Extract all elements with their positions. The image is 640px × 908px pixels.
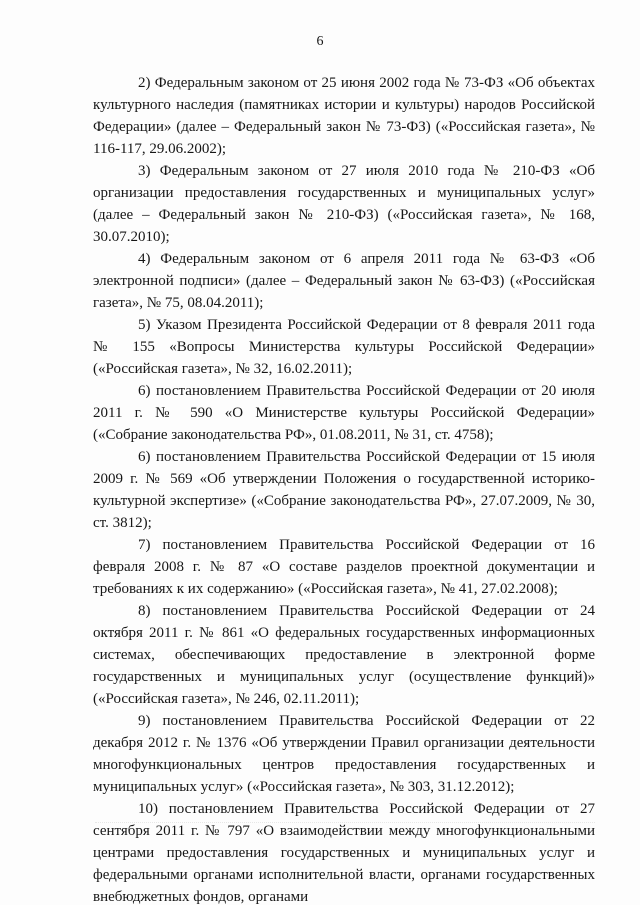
legal-basis-list (93, 72, 595, 908)
list-item-8-resolution-861: 8) постановлением Правительства Российской Федерации от 24 октября 2011 г. № 861 «О федеральных государственных информационных системах, обеспечивающих предоставление в электронной форме государственных и муниципальных услуг (осуществление функций)» («Российская газета», № 246, 02.11.2011); (93, 603, 595, 707)
list-item-9-resolution-1376: 9) постановлением Правительства Российской Федерации от 22 декабря 2012 г. № 1376 «Об утверждении Правил организации деятельности многофункциональных центров предоставления государственных и муниципальных услуг» («Российская газета», № 303, 31.12.2012); (93, 713, 595, 795)
list-item-2-federal-law-73: 2) Федеральным законом от 25 июня 2002 года № 73-ФЗ «Об объектах культурного наследия (памятниках истории и культуры) народов Российской Федерации» (далее – Федеральный закон № 73-ФЗ) («Российская газета», № 116-117, 29.06.2002); (93, 75, 595, 157)
list-item-10-resolution-797: 10) постановлением Правительства Российской Федерации от 27 сентября 2011 г. № 797 «О взаимодействии между многофункциональными центрами предоставления государственных и муниципальных услуг и федеральными органами исполнительной власти, органами государственных внебюджетных фондов, органами (93, 801, 595, 905)
list-item-6-resolution-590: 6) постановлением Правительства Российской Федерации от 20 июля 2011 г. № 590 «О Министерстве культуры Российской Федерации» («Собрание законодательства РФ», 01.08.2011, № 31, ст. 4758); (93, 383, 595, 443)
list-item-4-federal-law-63: 4) Федеральным законом от 6 апреля 2011 года № 63-ФЗ «Об электронной подписи» (далее – Федеральный закон № 63-ФЗ) («Российская газета», № 75, 08.04.2011); (93, 251, 595, 311)
list-item-3-federal-law-210: 3) Федеральным законом от 27 июля 2010 года № 210-ФЗ «Об организации предоставления государственных и муниципальных услуг» (далее – Федеральный закон № 210-ФЗ) («Российская газета», № 168, 30.07.2010); (93, 163, 595, 245)
list-item-7-resolution-87: 7) постановлением Правительства Российской Федерации от 16 февраля 2008 г. № 87 «О составе разделов проектной документации и требованиях к их содержанию» («Российская газета», № 41, 27.02.2008); (93, 537, 595, 597)
page-number: 6 (316, 34, 324, 49)
scan-artifact-line (95, 822, 595, 827)
list-item-5-presidential-decree-155: 5) Указом Президента Российской Федерации от 8 февраля 2011 года № 155 «Вопросы Министерства культуры Российской Федерации» («Российская газета», № 32, 16.02.2011); (93, 317, 595, 377)
list-item-6-resolution-569: 6) постановлением Правительства Российской Федерации от 15 июля 2009 г. № 569 «Об утверждении Положения о государственной историко-культурной экспертизе» («Собрание законодательства РФ», 27.07.2009, № 30, ст. 3812); (93, 449, 595, 531)
